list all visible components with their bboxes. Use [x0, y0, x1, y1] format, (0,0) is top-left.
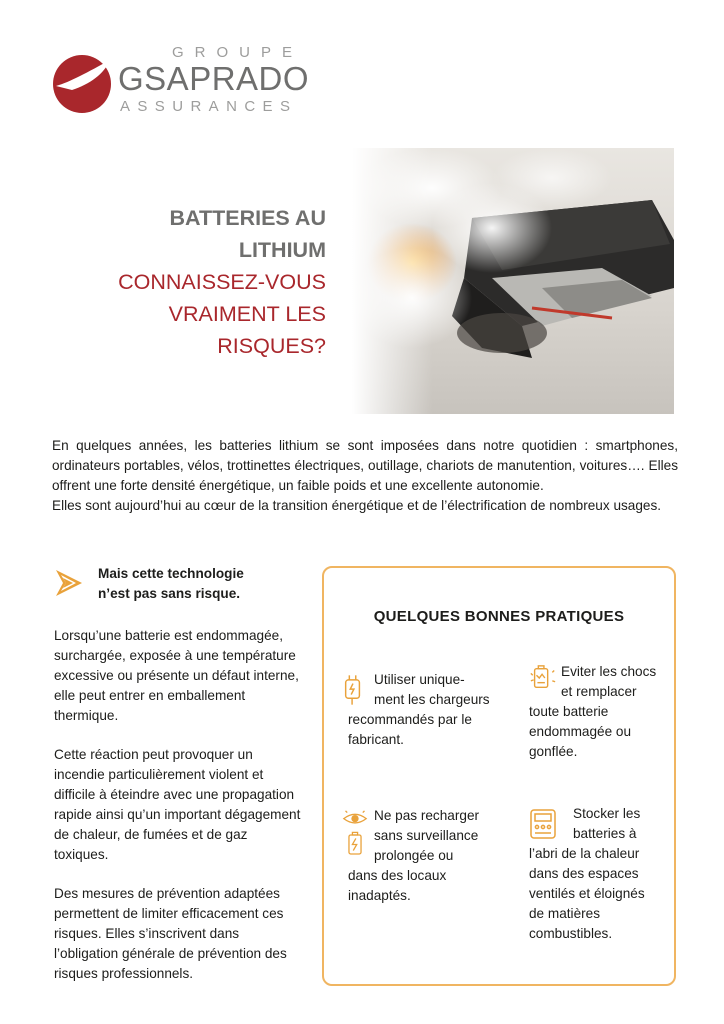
logo-groupe-text: GROUPE — [172, 44, 304, 61]
tip-4-line-7: combustibles. — [529, 926, 613, 941]
hero-title — [118, 202, 326, 362]
logo-mark-icon — [52, 52, 114, 114]
tip-3-line-3: prolongée ou — [374, 848, 454, 863]
tip-4-line-3: l’abri de la chaleur — [529, 846, 640, 861]
tip-4-line-6: de matières — [529, 906, 601, 921]
subtitle-line-1: CONNAISSEZ-VOUS — [118, 270, 326, 294]
risk-paragraph-3: Des mesures de prévention adaptées permettent de limiter efficacement ces risques. Elles s’inscrivent dans l’obligation générale de prévention des risques professionnels. — [54, 886, 287, 981]
risk-body — [54, 626, 302, 1003]
title-line-2: LITHIUM — [238, 238, 326, 262]
title-line-1: BATTERIES AU — [169, 206, 326, 230]
logo-name-text: GSAPRADO — [118, 60, 310, 97]
subtitle-line-3: RISQUES? — [217, 334, 326, 358]
tip-4-line-4: dans des espaces — [529, 866, 639, 881]
risk-heading — [98, 564, 288, 604]
tip-1-line-1: Utiliser unique- — [374, 672, 465, 687]
charger-plug-icon — [342, 674, 364, 706]
battery-storage-icon — [529, 808, 557, 840]
tip-3-line-1: Ne pas recharger — [374, 808, 480, 823]
practices-title: QUELQUES BONNES PRATIQUES — [373, 608, 625, 625]
damaged-battery-icon — [529, 664, 557, 692]
tip-1-line-3: recommandés par le — [348, 712, 472, 727]
tip-2-line-1: Eviter les chocs — [561, 664, 657, 679]
burning-battery-photo — [352, 148, 674, 414]
risk-heading-line-2: n’est pas sans risque. — [98, 586, 241, 601]
tip-4-line-5: ventilés et éloignés — [529, 886, 645, 901]
tip-storage — [529, 804, 679, 944]
company-logo — [52, 44, 312, 116]
subtitle-line-2: VRAIMENT LES — [168, 302, 326, 326]
good-practices-box — [322, 566, 676, 986]
logo-assurances-text: ASSURANCES — [120, 98, 298, 115]
risk-paragraph-1: Lorsqu’une batterie est endommagée, surchargée, exposée à une température excessive ou présente un défaut interne, elle peut entrer en emballement thermique. — [54, 628, 299, 723]
intro-paragraph-2: Elles sont aujourd’hui au cœur de la transition énergétique et de l’électrification de nombreux usages. — [52, 498, 662, 513]
intro-paragraph-1: En quelques années, les batteries lithium se sont imposées dans notre quotidien : smartphones, ordinateurs portables, vélos, trottinettes électriques, outillage, chariots de manutention, voitures…. Elles offrent une forte densité énergétique, un faible poids et une excellente autonomie. — [52, 438, 678, 493]
tip-2-line-5: gonflée. — [529, 744, 578, 759]
tip-supervision — [348, 806, 518, 906]
tip-shocks — [529, 662, 679, 762]
tip-3-line-2: sans surveillance — [374, 828, 479, 843]
tip-3-line-4: dans des locaux — [348, 868, 447, 883]
tip-2-line-3: toute batterie — [529, 704, 609, 719]
tip-2-line-4: endommagée ou — [529, 724, 632, 739]
tip-chargers — [348, 670, 508, 750]
tip-2-line-2: et remplacer — [561, 684, 637, 699]
arrow-icon — [54, 568, 84, 598]
tip-3-line-5: inadaptés. — [348, 888, 411, 903]
intro-text — [52, 436, 678, 516]
tip-1-line-4: fabricant. — [348, 732, 404, 747]
tip-1-line-2: ment les chargeurs — [374, 692, 490, 707]
risk-heading-line-1: Mais cette technologie — [98, 566, 244, 581]
risk-paragraph-2: Cette réaction peut provoquer un incendie particulièrement violent et difficile à éteindre avec une propagation rapide ainsi qu’un important dégagement de chaleur, de fumées et de gaz toxiques. — [54, 747, 301, 862]
tip-4-line-1: Stocker les — [573, 806, 641, 821]
tip-4-line-2: batteries à — [573, 826, 637, 841]
eye-battery-icon — [342, 810, 368, 860]
